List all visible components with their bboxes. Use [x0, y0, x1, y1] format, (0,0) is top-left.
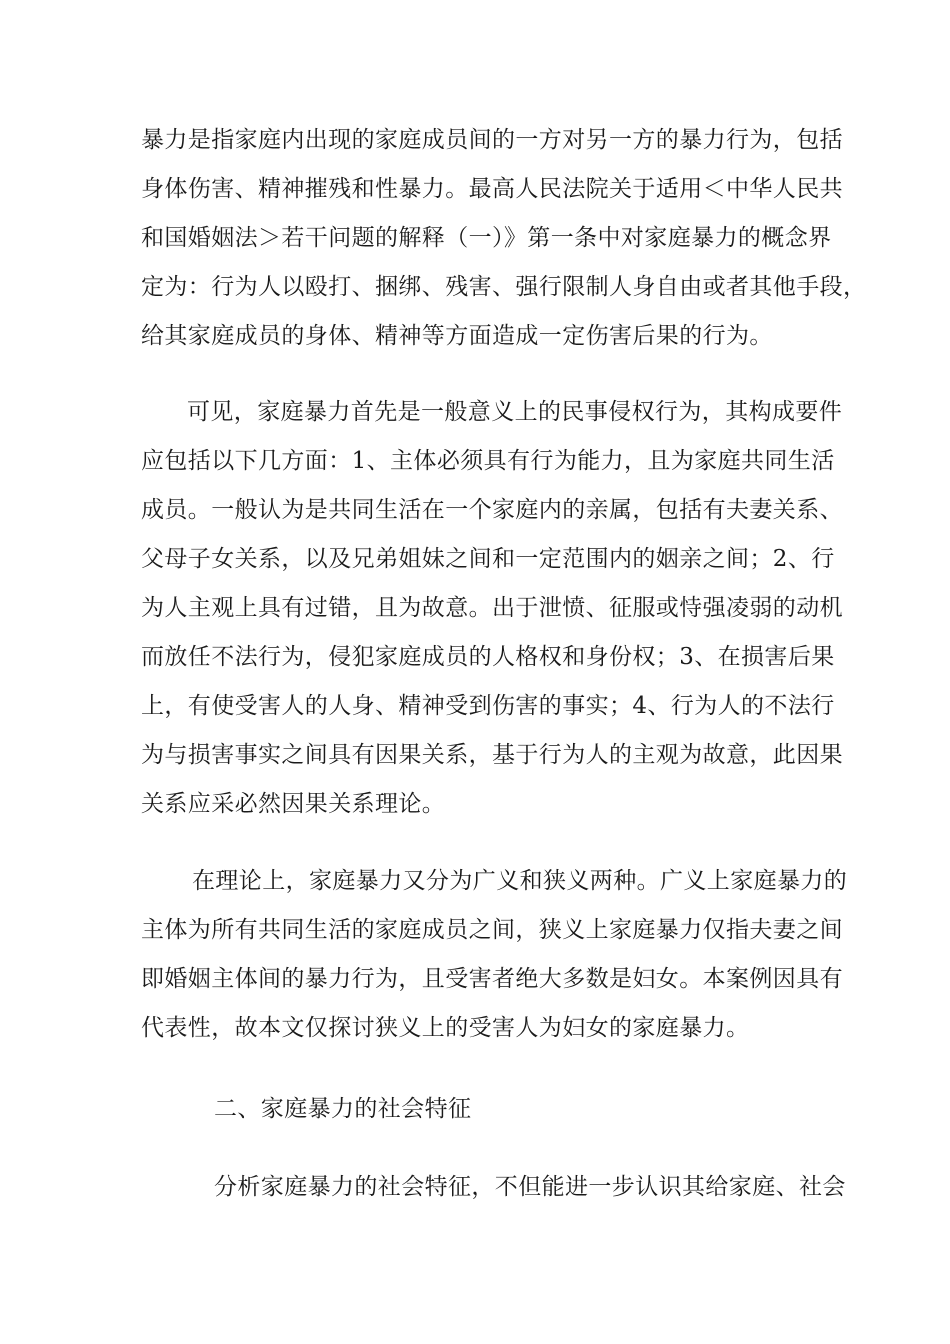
text-line: 在理论上，家庭暴力又分为广义和狭义两种。广义上家庭暴力的	[192, 868, 848, 894]
text-line: 代表性，故本文仅探讨狭义上的受害人为妇女的家庭暴力。	[141, 1015, 750, 1041]
text-line: 父母子女关系，以及兄弟姐妹之间和一定范围内的姻亲之间；2、行	[141, 546, 835, 572]
text-line: 而放任不法行为，侵犯家庭成员的人格权和身份权；3、在损害后果	[141, 644, 835, 670]
text-line: 主体为所有共同生活的家庭成员之间，狭义上家庭暴力仅指夫妻之间	[141, 917, 843, 943]
text-line: 应包括以下几方面：1、主体必须具有行为能力，且为家庭共同生活	[141, 448, 835, 474]
text-line: 和国婚姻法＞若干问题的解释（一）》第一条中对家庭暴力的概念界	[141, 225, 832, 251]
text-line: 上，有使受害人的人身、精神受到伤害的事实；4、行为人的不法行	[141, 693, 835, 719]
text-line: 为与损害事实之间具有因果关系，基于行为人的主观为故意，此因果	[141, 742, 843, 768]
text-line: 定为：行为人以殴打、捆绑、残害、强行限制人身自由或者其他手段，	[141, 274, 867, 300]
text-line: 即婚姻主体间的暴力行为，且受害者绝大多数是妇女。本案例因具有	[141, 966, 843, 992]
text-line: 可见，家庭暴力首先是一般意义上的民事侵权行为，其构成要件	[187, 399, 843, 425]
text-line: 成员。一般认为是共同生活在一个家庭内的亲属，包括有夫妻关系、	[141, 497, 843, 523]
section-heading: 二、家庭暴力的社会特征	[214, 1096, 472, 1122]
text-line: 为人主观上具有过错，且为故意。出于泄愤、征服或恃强凌弱的动机	[141, 595, 843, 621]
text-line: 关系应采必然因果关系理论。	[141, 791, 446, 817]
text-line: 暴力是指家庭内出现的家庭成员间的一方对另一方的暴力行为，包括	[141, 127, 843, 153]
text-line: 给其家庭成员的身体、精神等方面造成一定伤害后果的行为。	[141, 323, 773, 349]
text-line: 身体伤害、精神摧残和性暴力。最高人民法院关于适用＜中华人民共	[141, 176, 843, 202]
text-line: 分析家庭暴力的社会特征，不但能进一步认识其给家庭、社会	[214, 1174, 846, 1200]
